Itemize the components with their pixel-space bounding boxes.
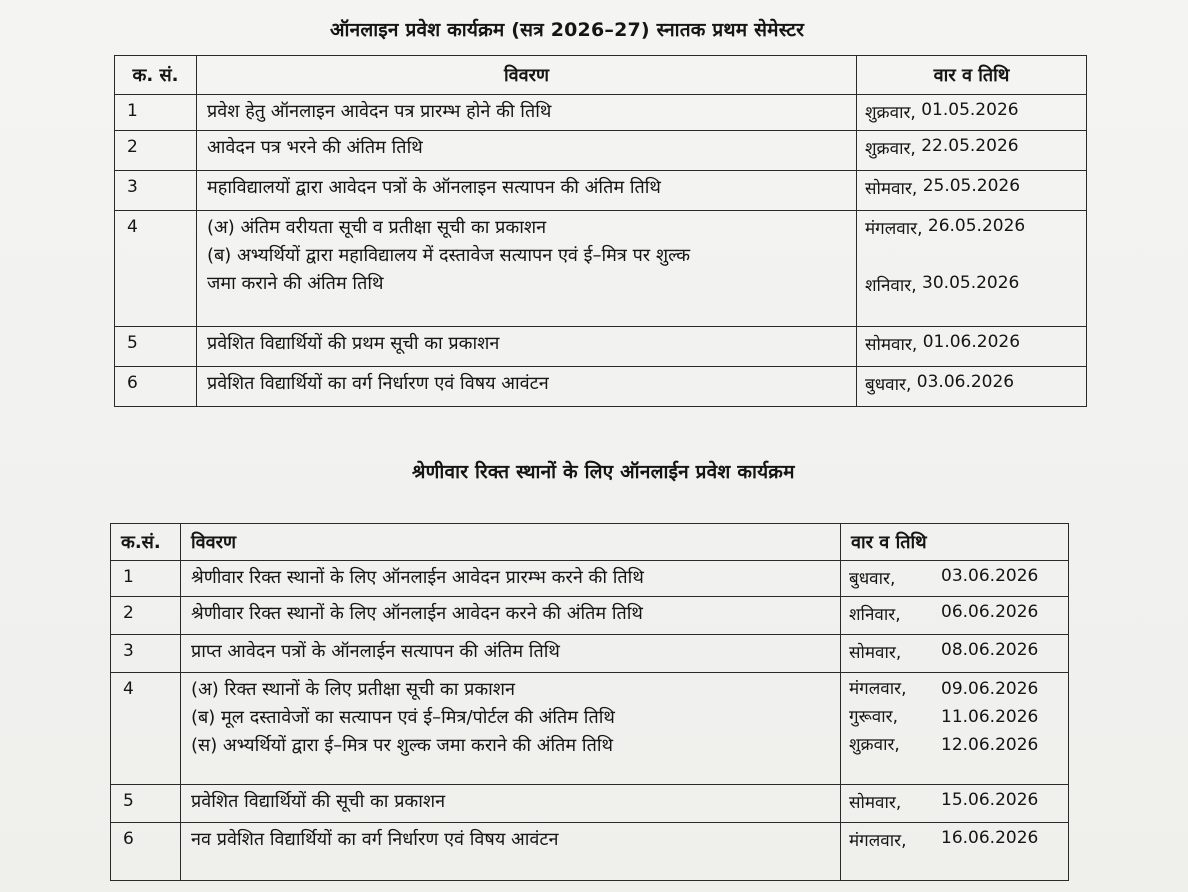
day-name: मंगलवार, xyxy=(849,831,907,851)
row-serial: 5 xyxy=(111,785,181,823)
table-row xyxy=(115,95,1087,131)
row-description xyxy=(197,211,857,327)
date-value: 03.06.2026 xyxy=(941,566,1039,586)
date-value: 08.06.2026 xyxy=(941,640,1039,660)
table-row xyxy=(115,171,1087,211)
date-value: 15.06.2026 xyxy=(941,790,1039,810)
table-row xyxy=(115,327,1087,367)
day-name: सोमवार, xyxy=(865,335,918,355)
date-value: 09.06.2026 xyxy=(941,679,1039,699)
row-description: प्रवेशित विद्यार्थियों की सूची का प्रकाशन xyxy=(181,785,841,823)
row-serial: 1 xyxy=(111,561,181,597)
row-serial: 4 xyxy=(111,673,181,785)
row-date xyxy=(857,171,1087,211)
row-description: महाविद्यालयों द्वारा आवेदन पत्रों के ऑनलाइन सत्यापन की अंतिम तिथि xyxy=(197,171,857,211)
row-description: श्रेणीवार रिक्त स्थानों के लिए ऑनलाईन आवेदन करने की अंतिम तिथि xyxy=(181,597,841,635)
row-description: प्रवेशित विद्यार्थियों का वर्ग निर्धारण एवं विषय आवंटन xyxy=(197,367,857,407)
day-name: शुक्रवार, xyxy=(849,735,900,755)
section2-title: श्रेणीवार रिक्त स्थानों के लिए ऑनलाईन प्रवेश कार्यक्रम xyxy=(412,461,795,483)
day-name: गुरूवार, xyxy=(849,707,898,727)
date-value: 26.05.2026 xyxy=(927,216,1026,236)
row-date xyxy=(841,561,1069,597)
day-name: शुक्रवार, xyxy=(865,103,916,123)
date-value: 01.05.2026 xyxy=(921,100,1019,120)
header-day-date: वार व तिथि xyxy=(857,56,1087,95)
table-row xyxy=(111,597,1069,635)
date-value: 16.06.2026 xyxy=(941,828,1039,848)
table-row xyxy=(111,635,1069,673)
row-serial: 2 xyxy=(111,597,181,635)
row-serial: 3 xyxy=(115,171,197,211)
schedule-table-1 xyxy=(114,55,1087,407)
day-name: शनिवार, xyxy=(865,276,917,296)
row-date xyxy=(841,785,1069,823)
row-serial: 4 xyxy=(115,211,197,327)
row-date xyxy=(857,327,1087,367)
row-date xyxy=(841,635,1069,673)
row-serial: 3 xyxy=(111,635,181,673)
row-description: प्रवेशित विद्यार्थियों की प्रथम सूची का प्रकाशन xyxy=(197,327,857,367)
row-date xyxy=(841,597,1069,635)
row-serial: 1 xyxy=(115,95,197,131)
row-date xyxy=(857,211,1087,327)
day-name: सोमवार, xyxy=(865,179,918,199)
table-row xyxy=(111,823,1069,881)
row-serial: 2 xyxy=(115,131,197,171)
date-value: 22.05.2026 xyxy=(921,136,1019,156)
date-value: 30.05.2026 xyxy=(922,273,1020,293)
day-name: बुधवार, xyxy=(865,375,912,395)
table-row xyxy=(115,131,1087,171)
date-value: 25.05.2026 xyxy=(922,176,1021,196)
day-name: सोमवार, xyxy=(849,793,902,813)
row-date xyxy=(841,673,1069,785)
date-value: 03.06.2026 xyxy=(916,372,1015,392)
description-line: (ब) अभ्यर्थियों द्वारा महाविद्यालय में दस्तावेज सत्यापन एवं ई–मित्र पर शुल्क xyxy=(207,245,691,266)
row-description: प्राप्त आवेदन पत्रों के ऑनलाईन सत्यापन की अंतिम तिथि xyxy=(181,635,841,673)
date-value: 12.06.2026 xyxy=(941,735,1039,755)
day-name: बुधवार, xyxy=(849,569,896,589)
description-line: (ब) मूल दस्तावेजों का सत्यापन एवं ई–मित्र/पोर्टल की अंतिम तिथि xyxy=(191,707,615,728)
description-line: जमा कराने की अंतिम तिथि xyxy=(207,273,384,294)
row-serial: 6 xyxy=(111,823,181,881)
row-date xyxy=(841,823,1069,881)
description-line: (अ) रिक्त स्थानों के लिए प्रतीक्षा सूची का प्रकाशन xyxy=(191,679,516,700)
row-description xyxy=(181,673,841,785)
schedule-table-2 xyxy=(110,523,1069,881)
row-serial: 5 xyxy=(115,327,197,367)
day-name: शनिवार, xyxy=(849,605,901,625)
header-description: विवरण xyxy=(197,56,857,95)
header-day-date: वार व तिथि xyxy=(841,524,1069,561)
description-line: (अ) अंतिम वरीयता सूची व प्रतीक्षा सूची का प्रकाशन xyxy=(207,217,547,238)
date-value: 06.06.2026 xyxy=(941,602,1039,622)
date-value: 01.06.2026 xyxy=(922,332,1021,352)
table-row xyxy=(115,367,1087,407)
table-row xyxy=(111,673,1069,785)
day-name: मंगलवार, xyxy=(865,219,923,239)
date-value: 11.06.2026 xyxy=(941,707,1039,727)
header-description: विवरण xyxy=(181,524,841,561)
header-serial: क. सं. xyxy=(115,56,197,95)
row-description: आवेदन पत्र भरने की अंतिम तिथि xyxy=(197,131,857,171)
table-header-row xyxy=(111,524,1069,561)
description-line: (स) अभ्यर्थियों द्वारा ई–मित्र पर शुल्क जमा कराने की अंतिम तिथि xyxy=(191,735,614,756)
day-name: शुक्रवार, xyxy=(865,139,916,159)
row-serial: 6 xyxy=(115,367,197,407)
day-name: सोमवार, xyxy=(849,643,902,663)
row-date xyxy=(857,367,1087,407)
table-header-row xyxy=(115,56,1087,95)
table-row xyxy=(111,785,1069,823)
section1-title: ऑनलाइन प्रवेश कार्यक्रम (सत्र 2026–27) स्नातक प्रथम सेमेस्टर xyxy=(330,19,805,41)
table-row xyxy=(111,561,1069,597)
header-serial: क.सं. xyxy=(111,524,181,561)
table-row xyxy=(115,211,1087,327)
row-description: प्रवेश हेतु ऑनलाइन आवेदन पत्र प्रारम्भ होने की तिथि xyxy=(197,95,857,131)
row-date xyxy=(857,95,1087,131)
row-date xyxy=(857,131,1087,171)
day-name: मंगलवार, xyxy=(849,679,907,699)
row-description: नव प्रवेशित विद्यार्थियों का वर्ग निर्धारण एवं विषय आवंटन xyxy=(181,823,841,881)
row-description: श्रेणीवार रिक्त स्थानों के लिए ऑनलाईन आवेदन प्रारम्भ करने की तिथि xyxy=(181,561,841,597)
